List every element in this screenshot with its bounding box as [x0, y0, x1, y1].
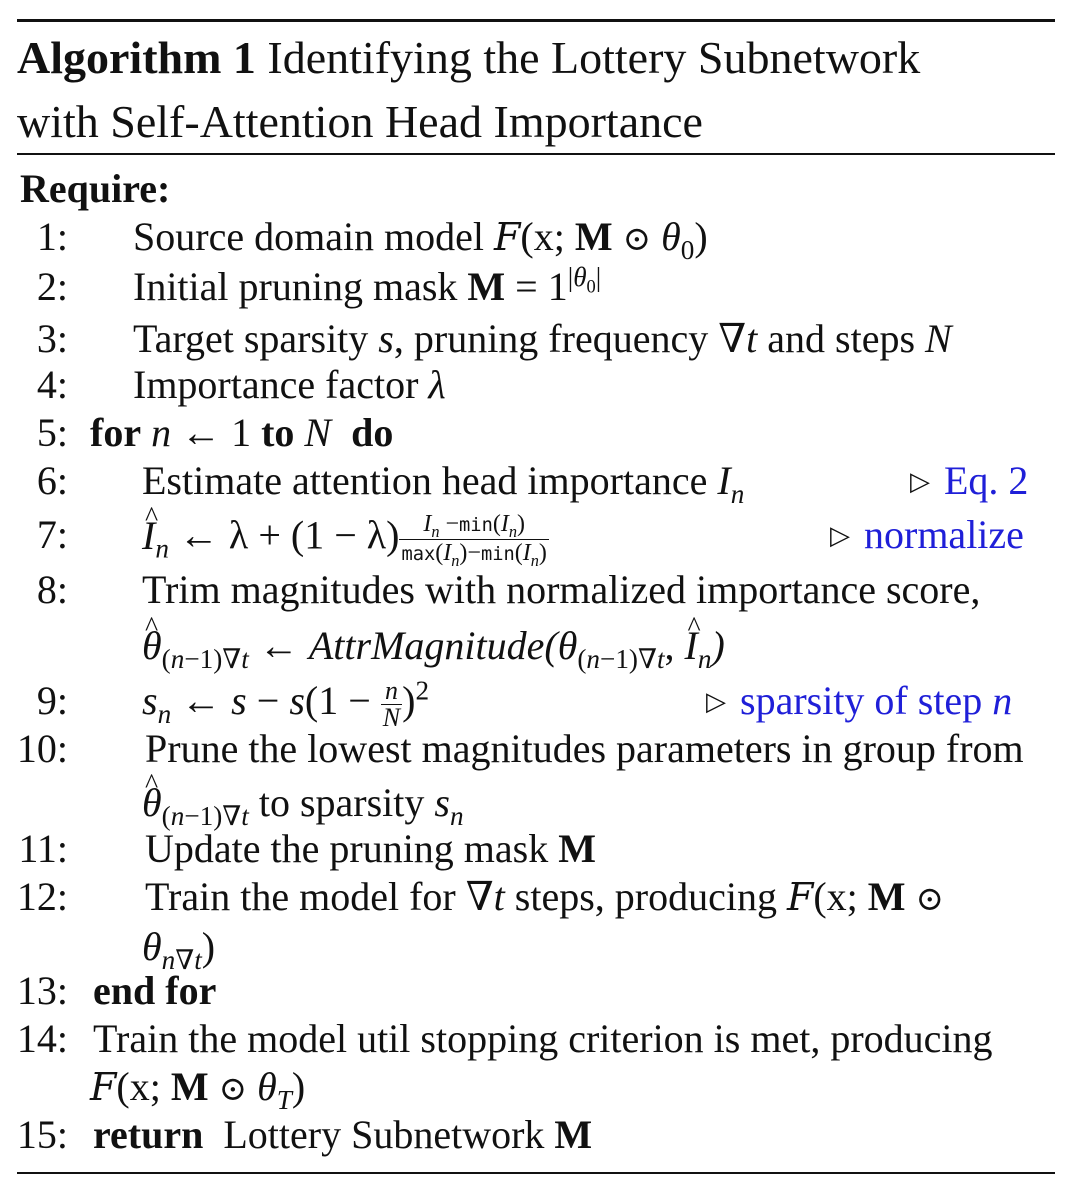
algo-line-11: [0, 825, 1080, 873]
line-text: Prune the lowest magnitudes parameters in group from: [145, 726, 1024, 771]
require-label: Require:: [20, 166, 171, 211]
line-number: 5:: [36, 410, 68, 455]
kw-return: return: [93, 1112, 204, 1157]
end-for: end for: [93, 968, 217, 1013]
line-number: 1:: [36, 214, 68, 259]
kw-for: for: [90, 410, 142, 455]
line-text: [133, 315, 952, 363]
line-text: Trim magnitudes with normalized importance score,: [142, 567, 981, 612]
line-12-mid: steps, producing: [514, 874, 777, 919]
algo-line-5: [0, 409, 1080, 457]
attr-magnitude-expression: ^ $\theta_{(n-1)\nabla t}$ ← $AttrMagnitude(\theta_{(n-1)\nabla t}$, ^ $I_n$): [142, 622, 725, 670]
line-number: 10:: [16, 726, 68, 771]
line-3-text: Target sparsity: [133, 316, 369, 361]
algo-line-2: [0, 263, 1080, 311]
line-number: 2:: [36, 264, 68, 309]
algo-line-4: [0, 361, 1080, 409]
line-text: F(x; M ⊙ $\theta_T$): [90, 1064, 306, 1115]
model-expression: F(x; M ⊙ $\theta_0$): [494, 214, 708, 265]
line-text: Estimate attention head importance $I_n$: [142, 458, 745, 509]
line-3-mid: , pruning frequency: [393, 316, 709, 361]
kw-do: do: [351, 410, 394, 455]
triangle-right-icon: ▷: [706, 687, 726, 716]
line-text: return Lottery Subnetwork M: [93, 1112, 593, 1157]
line-11-text: Update the pruning mask: [145, 826, 549, 871]
attr-fn: AttrMagnitude: [308, 623, 545, 668]
line-3-end: and steps: [767, 316, 916, 361]
var-lambda: λ: [428, 362, 446, 407]
caption-rule: [17, 153, 1055, 155]
line-10-cont: to sparsity: [258, 780, 425, 825]
line-number: 8:: [36, 567, 68, 612]
algo-line-14: [0, 1015, 1080, 1063]
var-grad-t: ∇t: [718, 316, 758, 361]
line-text: $\theta_{n\nabla t}$): [142, 924, 216, 975]
triangle-right-icon: ▷: [830, 521, 850, 550]
normalize-comment: normalize: [864, 512, 1024, 557]
caption-title-line1: Identifying the Lottery Subnetwork: [267, 32, 921, 83]
normalize-expression: ^ $I_n$ ← λ + (1 − λ) $\frac{I_n -\min(I_n)}{\max(I_n)-\min(I_n)}$: [142, 511, 549, 568]
line-number: 7:: [36, 512, 68, 557]
algo-line-1: [0, 213, 1080, 265]
normalize-fraction: $\frac{I_n -\min(I_n)}{\max(I_n)-\min(I_n)}$: [401, 511, 547, 570]
line-number: 12:: [16, 874, 68, 919]
line-number: 11:: [18, 826, 68, 871]
comment: [706, 677, 1012, 726]
line-number: 14:: [16, 1016, 68, 1061]
line-text: Train the model util stopping criterion is met, producing: [93, 1016, 993, 1061]
kw-to: to: [261, 410, 295, 455]
comment: [830, 511, 1024, 560]
algo-line-10-cont: [0, 779, 1080, 831]
line-12-text: Train the model for: [145, 874, 456, 919]
top-rule: [17, 19, 1055, 22]
algo-line-8: [0, 566, 1080, 614]
var-s: s: [378, 316, 394, 361]
algo-line-12: [0, 873, 1080, 921]
line-text: ^ $\theta_{(n-1)\nabla t}$ to sparsity $s_n$: [142, 779, 464, 827]
algo-line-8-cont: [0, 622, 1080, 674]
line-2-text: Initial pruning mask: [133, 264, 458, 309]
for-statement: for n ← 1 to N do: [90, 410, 394, 455]
line-6-text: Estimate attention head importance: [142, 458, 708, 503]
var-N: N: [925, 316, 952, 361]
line-number: 6:: [36, 458, 68, 503]
line-4-text: Importance factor: [133, 362, 419, 407]
algo-line-10: [0, 725, 1080, 773]
line-number: 13:: [16, 968, 68, 1013]
triangle-right-icon: ▷: [910, 467, 930, 496]
algo-line-9: [0, 675, 1080, 733]
line-text: Update the pruning mask M: [145, 826, 597, 871]
line-text: [133, 361, 446, 409]
line-number: 3:: [36, 316, 68, 361]
caption-title-line2: with Self-Attention Head Importance: [17, 96, 703, 147]
mask-expression: $M = 1^{|\theta_0|}$: [467, 261, 602, 309]
algo-line-14-cont: [0, 1063, 1080, 1115]
algo-line-15: [0, 1111, 1080, 1159]
line-15-text: Lottery Subnetwork: [223, 1112, 545, 1157]
algo-line-12-cont: [0, 923, 1080, 975]
line-1-text: Source domain model: [133, 214, 485, 259]
algorithm-caption: [17, 26, 1067, 154]
caption-label: Algorithm 1: [17, 32, 256, 83]
bottom-rule: [17, 1172, 1055, 1174]
comment: [910, 457, 1028, 506]
line-number: 15:: [16, 1112, 68, 1157]
line-text: [133, 263, 601, 311]
eq-link[interactable]: Eq. 2: [944, 458, 1029, 503]
algo-line-7: [0, 511, 1080, 570]
algo-line-6: [0, 457, 1080, 509]
sparsity-comment: sparsity of step n: [740, 678, 1013, 723]
line-number: 4:: [36, 362, 68, 407]
line-text: [133, 213, 708, 264]
algo-line-3: [0, 315, 1080, 363]
line-text: Train the model for ∇t steps, producing F(x; M ⊙: [145, 874, 945, 919]
require-line: [0, 165, 1080, 213]
line-number: 9:: [36, 678, 68, 723]
sparsity-expression: $s_n$ ← s − s(1 − $\frac{n}{N}$ )$^2$: [142, 675, 430, 733]
algo-line-13: [0, 967, 1080, 1015]
